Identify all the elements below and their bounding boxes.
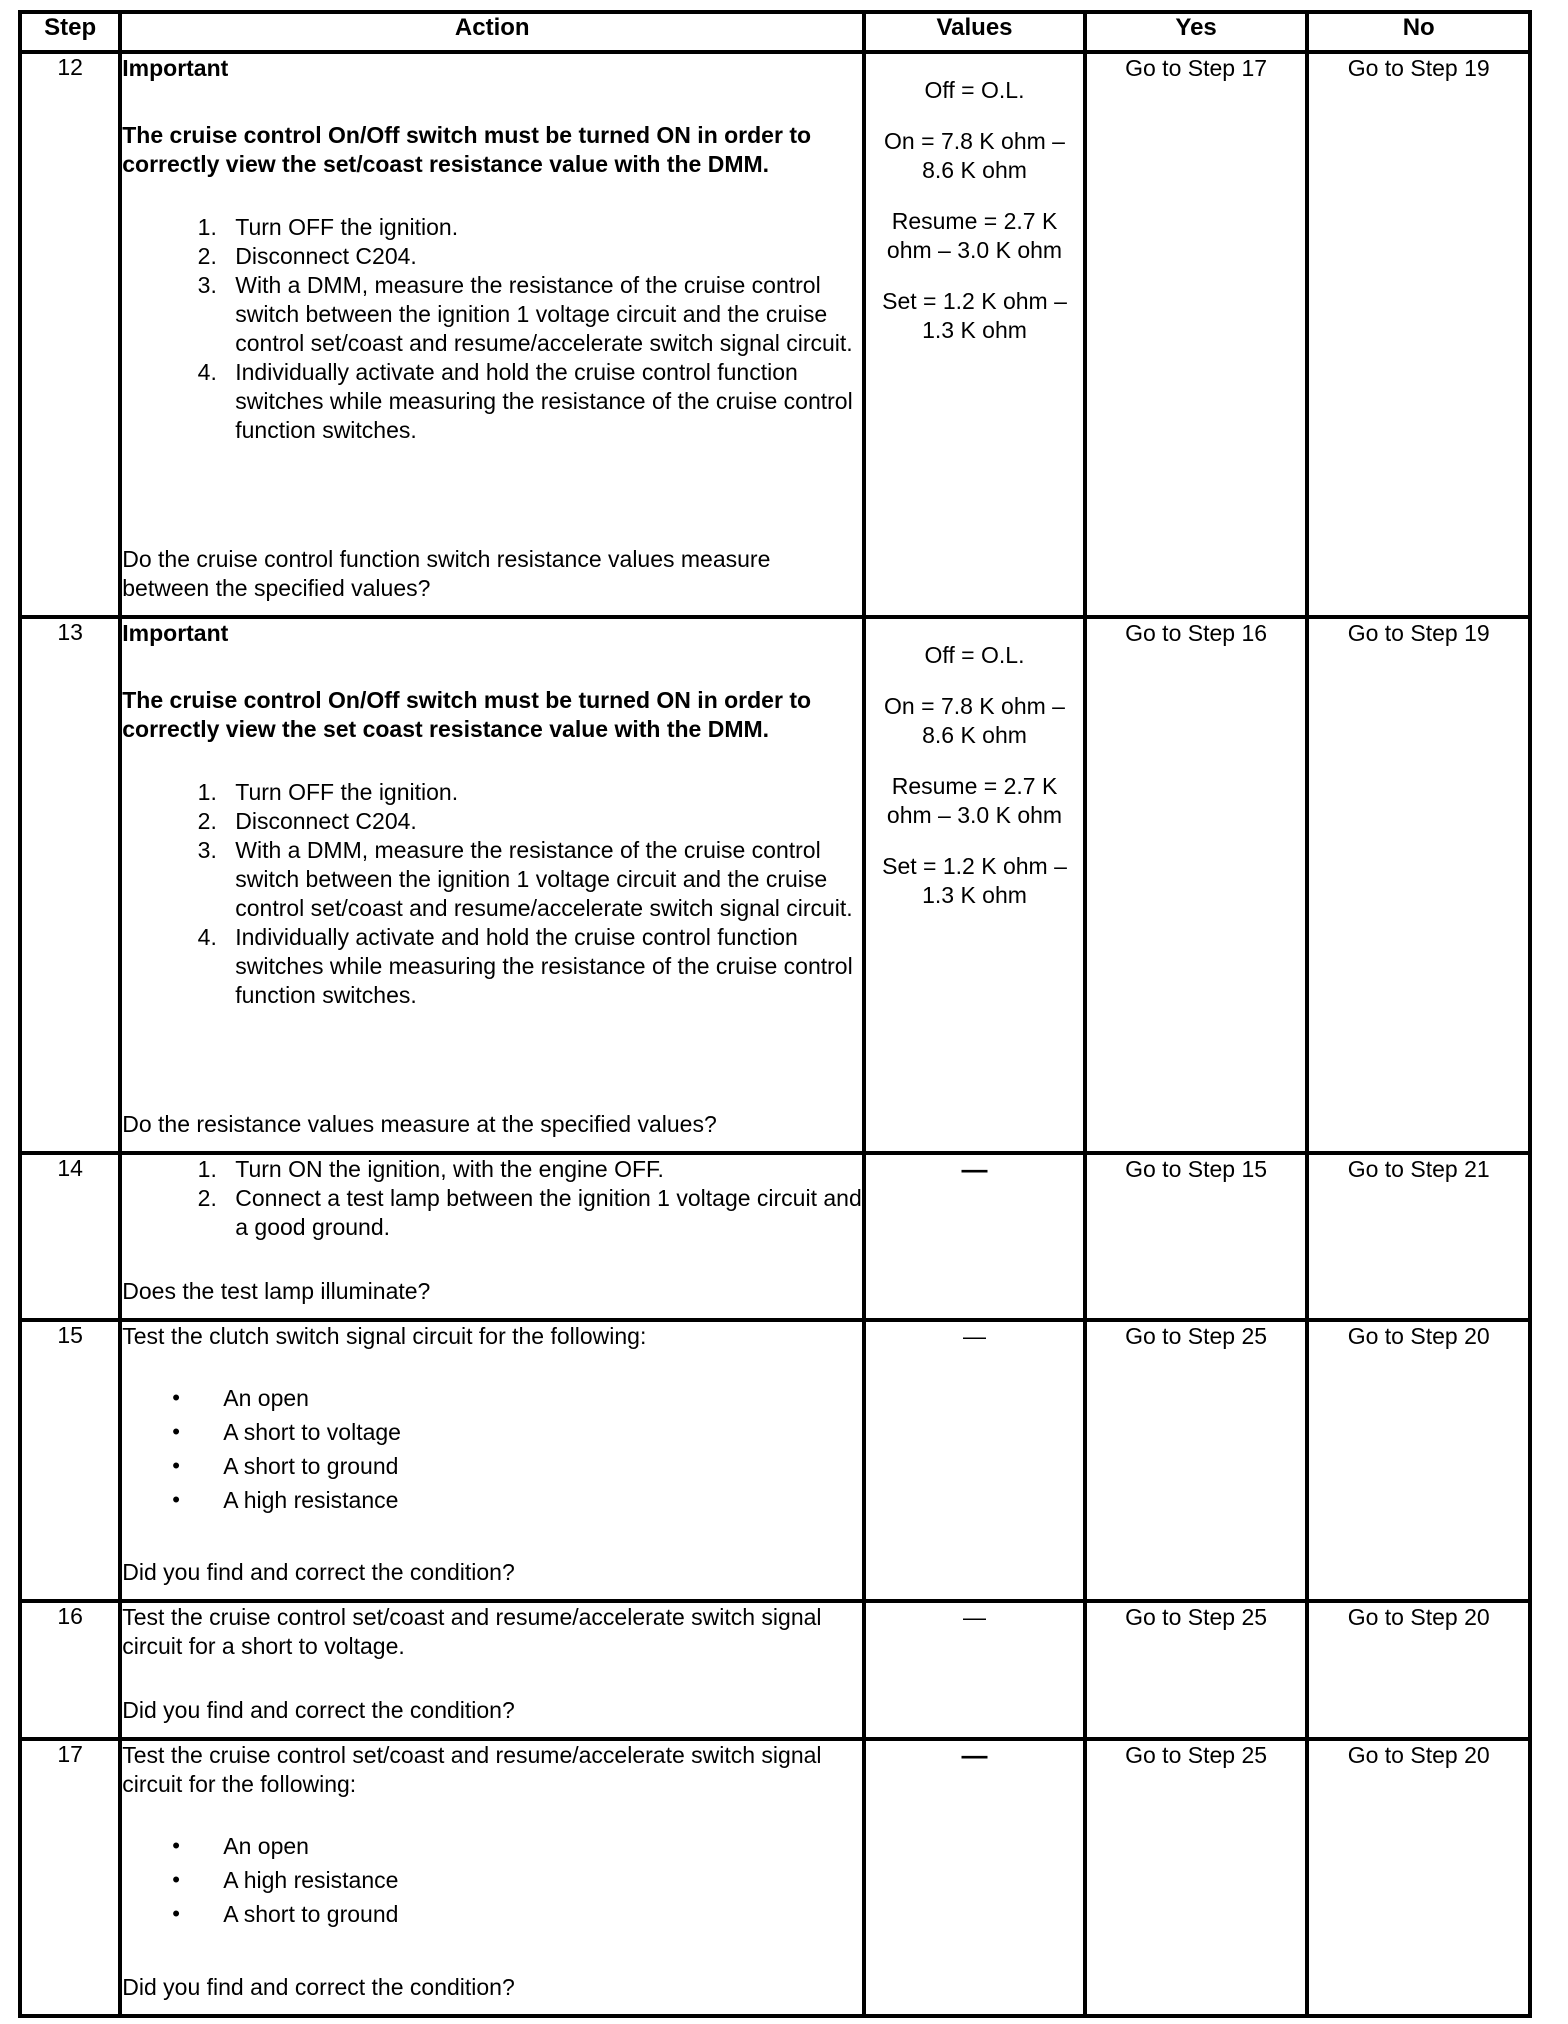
list-item: • A short to ground <box>223 1449 862 1483</box>
question-text: Did you find and correct the condition? <box>122 1697 515 1723</box>
values-cell <box>864 1320 1085 1601</box>
list-item: 3. With a DMM, measure the resistance of the cruise control switch between the ignition 1 voltage circuit and the cruise control set/coast and resume/accelerate switch signal circuit. <box>223 836 862 923</box>
step-number: 14 <box>20 1153 120 1320</box>
list-item: • A high resistance <box>223 1483 862 1517</box>
no-value-dash: — <box>961 1740 988 1770</box>
step-number: 15 <box>20 1320 120 1601</box>
diagnostic-table <box>18 10 1532 2018</box>
intro-text: Test the cruise control set/coast and resume/accelerate switch signal circuit for the following: <box>122 1742 822 1797</box>
no-value-dash: — <box>961 1154 988 1184</box>
action-cell <box>120 52 864 617</box>
table-row-step-12 <box>20 52 1530 617</box>
value-off: Off = O.L. <box>924 642 1025 668</box>
intro-text: Test the clutch switch signal circuit for the following: <box>122 1323 647 1349</box>
value-off: Off = O.L. <box>924 77 1025 103</box>
list-item: 2. Disconnect C204. <box>223 807 862 836</box>
step-number: 17 <box>20 1739 120 2016</box>
action-cell <box>120 617 864 1153</box>
header-action: Action <box>120 12 864 52</box>
list-item: • A short to ground <box>223 1897 862 1931</box>
condition-list <box>122 1829 862 1931</box>
value-resume: Resume = 2.7 K ohm – 3.0 K ohm <box>886 773 1063 828</box>
no-link[interactable]: Go to Step 20 <box>1307 1739 1530 2016</box>
values-cell <box>864 52 1085 617</box>
header-yes: Yes <box>1085 12 1308 52</box>
no-link[interactable]: Go to Step 19 <box>1307 617 1530 1153</box>
yes-link[interactable]: Go to Step 25 <box>1085 1320 1308 1601</box>
list-item: 2. Disconnect C204. <box>223 242 862 271</box>
table-row-step-17 <box>20 1739 1530 2016</box>
header-row <box>20 12 1530 52</box>
yes-link[interactable]: Go to Step 17 <box>1085 52 1308 617</box>
value-resume: Resume = 2.7 K ohm – 3.0 K ohm <box>886 208 1063 263</box>
values-cell <box>864 1153 1085 1320</box>
list-item: 1. Turn ON the ignition, with the engine OFF. <box>223 1155 862 1184</box>
no-link[interactable]: Go to Step 20 <box>1307 1601 1530 1739</box>
value-on: On = 7.8 K ohm – 8.6 K ohm <box>884 128 1065 183</box>
yes-link[interactable]: Go to Step 15 <box>1085 1153 1308 1320</box>
values-cell <box>864 617 1085 1153</box>
header-no: No <box>1307 12 1530 52</box>
list-item: 2. Connect a test lamp between the ignition 1 voltage circuit and a good ground. <box>223 1184 862 1242</box>
no-value-dash: — <box>963 1604 986 1630</box>
list-item: • A high resistance <box>223 1863 862 1897</box>
list-item: 1. Turn OFF the ignition. <box>223 213 862 242</box>
action-cell <box>120 1601 864 1739</box>
value-on: On = 7.8 K ohm – 8.6 K ohm <box>884 693 1065 748</box>
no-link[interactable]: Go to Step 21 <box>1307 1153 1530 1320</box>
no-link[interactable]: Go to Step 19 <box>1307 52 1530 617</box>
question-text: Do the cruise control function switch resistance values measure between the specified values? <box>122 546 771 601</box>
yes-link[interactable]: Go to Step 16 <box>1085 617 1308 1153</box>
yes-link[interactable]: Go to Step 25 <box>1085 1739 1308 2016</box>
question-text: Does the test lamp illuminate? <box>122 1278 431 1304</box>
table-row-step-16 <box>20 1601 1530 1739</box>
list-item: 3. With a DMM, measure the resistance of the cruise control switch between the ignition 1 voltage circuit and the cruise control set/coast and resume/accelerate switch signal circuit. <box>223 271 862 358</box>
diagnostic-table-container <box>18 10 1532 2018</box>
question-text: Did you find and correct the condition? <box>122 1559 515 1585</box>
important-text: The cruise control On/Off switch must be turned ON in order to correctly view the set coast resistance value with the DMM. <box>122 687 812 742</box>
important-text: The cruise control On/Off switch must be turned ON in order to correctly view the set/coast resistance value with the DMM. <box>122 122 812 177</box>
intro-text: Test the cruise control set/coast and resume/accelerate switch signal circuit for a short to voltage. <box>122 1604 822 1659</box>
procedure-list <box>122 778 862 1010</box>
header-step: Step <box>20 12 120 52</box>
values-cell <box>864 1601 1085 1739</box>
list-item: 4. Individually activate and hold the cruise control function switches while measuring the resistance of the cruise control function switches. <box>223 923 862 1010</box>
value-set: Set = 1.2 K ohm – 1.3 K ohm <box>882 288 1067 343</box>
no-value-dash: — <box>963 1323 986 1349</box>
action-cell <box>120 1739 864 2016</box>
header-values: Values <box>864 12 1085 52</box>
step-number: 12 <box>20 52 120 617</box>
list-item: • An open <box>223 1381 862 1415</box>
table-row-step-14 <box>20 1153 1530 1320</box>
list-item: 4. Individually activate and hold the cruise control function switches while measuring the resistance of the cruise control function switches. <box>223 358 862 445</box>
question-text: Did you find and correct the condition? <box>122 1974 515 2000</box>
procedure-list <box>122 1155 862 1242</box>
list-item: • An open <box>223 1829 862 1863</box>
list-item: 1. Turn OFF the ignition. <box>223 778 862 807</box>
list-item: • A short to voltage <box>223 1415 862 1449</box>
procedure-list <box>122 213 862 445</box>
action-cell <box>120 1153 864 1320</box>
question-text: Do the resistance values measure at the specified values? <box>122 1111 717 1137</box>
condition-list <box>122 1381 862 1517</box>
no-link[interactable]: Go to Step 20 <box>1307 1320 1530 1601</box>
value-set: Set = 1.2 K ohm – 1.3 K ohm <box>882 853 1067 908</box>
important-label: Important <box>122 55 229 81</box>
step-number: 13 <box>20 617 120 1153</box>
table-row-step-15 <box>20 1320 1530 1601</box>
step-number: 16 <box>20 1601 120 1739</box>
values-cell <box>864 1739 1085 2016</box>
important-label: Important <box>122 620 229 646</box>
action-cell <box>120 1320 864 1601</box>
table-row-step-13 <box>20 617 1530 1153</box>
yes-link[interactable]: Go to Step 25 <box>1085 1601 1308 1739</box>
